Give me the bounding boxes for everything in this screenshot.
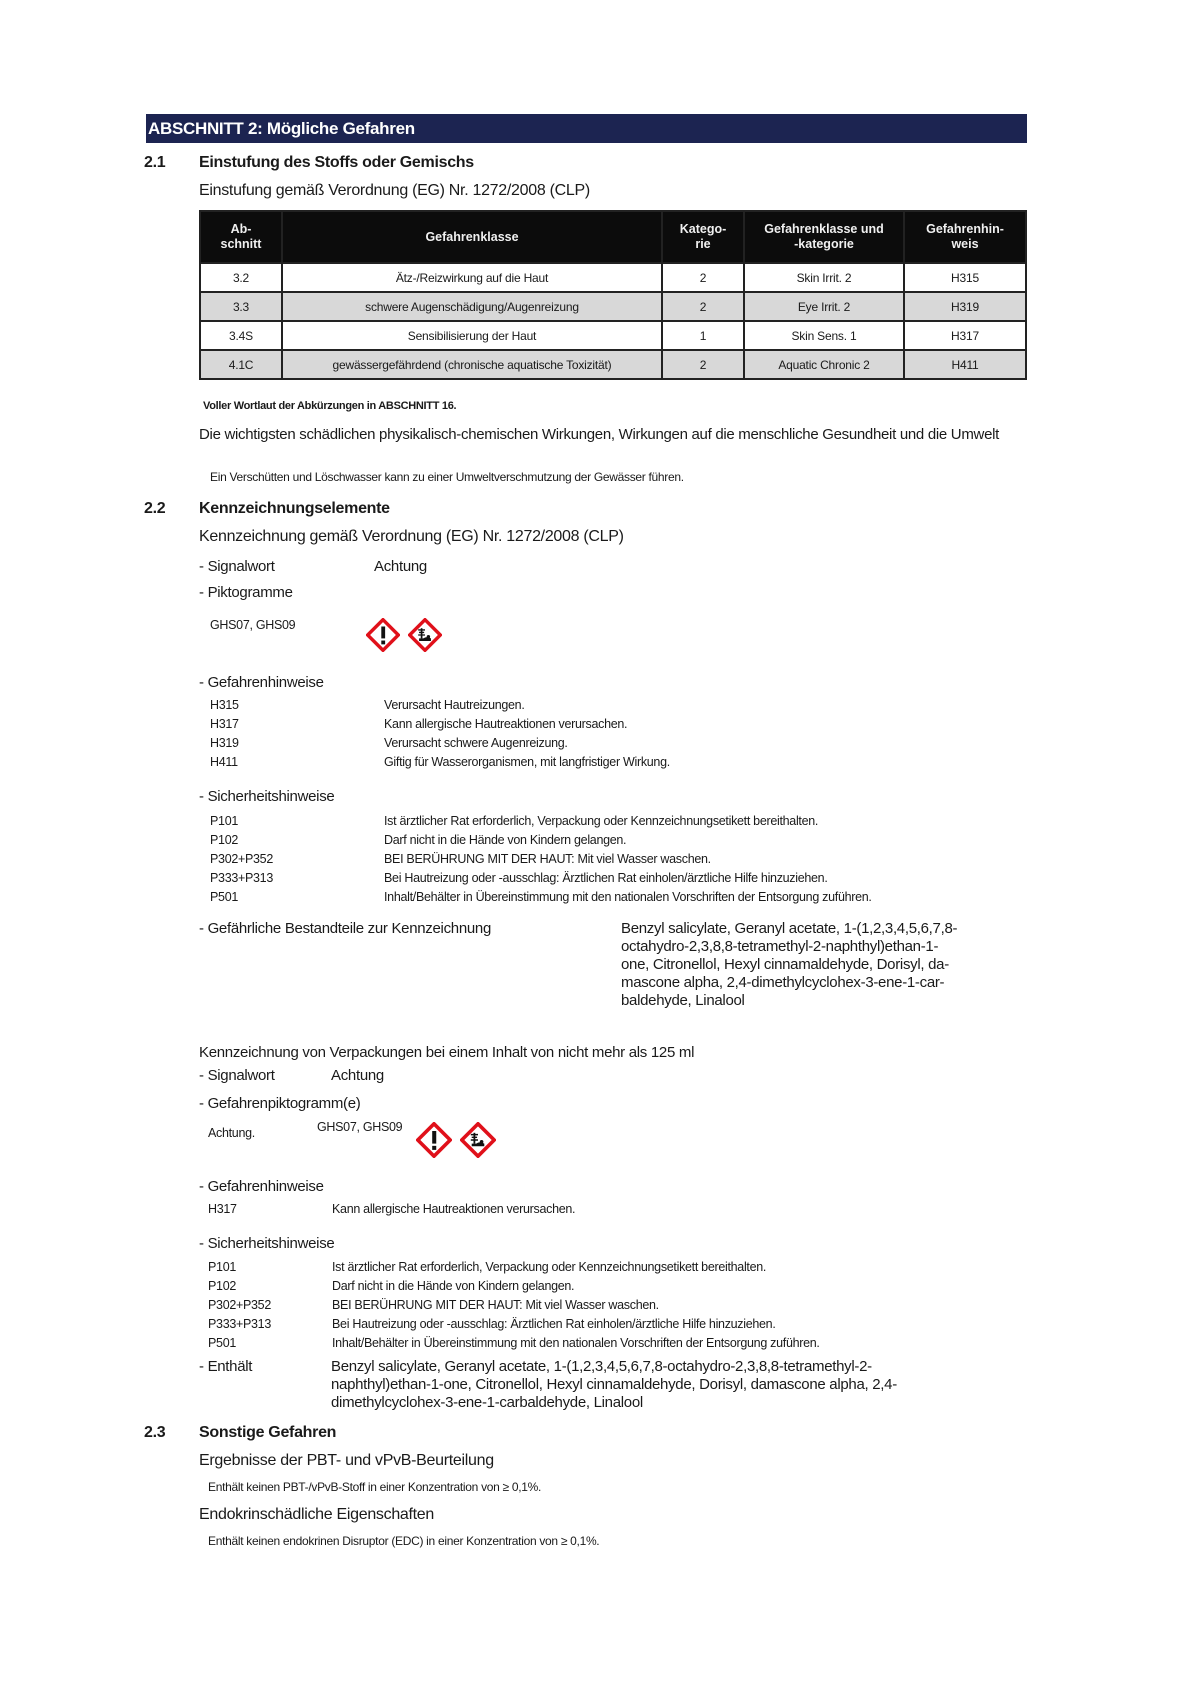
subsection-title-2-3: Sonstige Gefahren — [199, 1424, 337, 1441]
ingredients-line: Benzyl salicylate, Geranyl acetate, 1-(1,2,3,4,5,6,7,8- — [621, 920, 958, 937]
effects-text: Ein Verschütten und Löschwasser kann zu einer Umweltverschmutzung der Gewässer führen. — [210, 470, 684, 484]
precaution-text: BEI BERÜHRUNG MIT DER HAUT: Mit viel Wasser waschen. — [332, 1298, 659, 1312]
precaution-code: P333+P313 — [208, 1317, 271, 1331]
precaution-text: Inhalt/Behälter in Übereinstimmung mit den nationalen Vorschriften der Entsorgung zuführen. — [332, 1336, 820, 1350]
hazard-code: H319 — [210, 736, 239, 750]
precaution-text: Darf nicht in die Hände von Kindern gelangen. — [384, 833, 627, 847]
hazard-code: H317 — [208, 1202, 237, 1216]
abbreviation-footnote: Voller Wortlaut der Abkürzungen in ABSCHNITT 16. — [203, 400, 457, 412]
environment-icon — [408, 618, 442, 652]
precaution-code: P333+P313 — [210, 871, 273, 885]
precaution-text: Bei Hautreizung oder -ausschlag: Ärztlichen Rat einholen/ärztliche Hilfe hinzuziehen. — [384, 871, 828, 885]
precaution-code: P302+P352 — [208, 1298, 271, 1312]
small-pack-picto-codes: GHS07, GHS09 — [317, 1120, 403, 1134]
col-header-gefahrenklasse: Gefahrenklasse — [282, 211, 662, 263]
labelling-subtitle: Kennzeichnung gemäß Verordnung (EG) Nr. 1272/2008 (CLP) — [199, 528, 624, 545]
contains-line: dimethylcyclohex-3-ene-1-carbaldehyde, Linalool — [331, 1394, 643, 1411]
section-header: ABSCHNITT 2: Mögliche Gefahren — [146, 114, 1027, 143]
edc-title: Endokrinschädliche Eigenschaften — [199, 1506, 435, 1523]
cell-klasse-kategorie: Skin Sens. 1 — [744, 321, 904, 350]
col-header-abschnitt: Ab- schnitt — [200, 211, 282, 263]
cell-gefahrenklasse: Ätz-/Reizwirkung auf die Haut — [282, 263, 662, 292]
cell-gefahrenklasse: schwere Augenschädigung/Augenreizung — [282, 292, 662, 321]
hazard-code: H317 — [210, 717, 239, 731]
precautionary-statements-label: - Sicherheitshinweise — [199, 788, 335, 805]
precaution-code: P101 — [210, 814, 238, 828]
table-header-row — [200, 211, 1026, 263]
subsection-number-2-3: 2.3 — [144, 1424, 166, 1441]
col-header-kategorie: Katego- rie — [662, 211, 744, 263]
precaution-text: BEI BERÜHRUNG MIT DER HAUT: Mit viel Wasser waschen. — [384, 852, 711, 866]
cell-klasse-kategorie: Aquatic Chronic 2 — [744, 350, 904, 379]
precaution-text: Darf nicht in die Hände von Kindern gelangen. — [332, 1279, 575, 1293]
cell-kategorie: 1 — [662, 321, 744, 350]
small-pack-signal-label: - Signalwort — [199, 1067, 275, 1084]
hazard-code: H315 — [210, 698, 239, 712]
cell-kategorie: 2 — [662, 292, 744, 321]
subsection-number-2-1: 2.1 — [144, 154, 166, 171]
hazard-code: H411 — [210, 755, 238, 769]
table-row — [200, 321, 1026, 350]
signal-word-label: - Signalwort — [199, 558, 275, 575]
hazard-text: Giftig für Wasserorganismen, mit langfristiger Wirkung. — [384, 755, 670, 769]
classification-subtitle: Einstufung gemäß Verordnung (EG) Nr. 1272/2008 (CLP) — [199, 182, 590, 199]
small-pack-pictogram-label: - Gefahrenpiktogramm(e) — [199, 1095, 361, 1112]
hazard-text: Verursacht Hautreizungen. — [384, 698, 525, 712]
hazardous-ingredients-label: - Gefährliche Bestandteile zur Kennzeichnung — [199, 920, 491, 937]
cell-abschnitt: 3.2 — [200, 263, 282, 292]
precaution-text: Bei Hautreizung oder -ausschlag: Ärztlichen Rat einholen/ärztliche Hilfe hinzuziehen. — [332, 1317, 776, 1331]
small-pack-title: Kennzeichnung von Verpackungen bei einem Inhalt von nicht mehr als 125 ml — [199, 1044, 695, 1061]
cell-abschnitt: 3.3 — [200, 292, 282, 321]
cell-hinweis: H411 — [904, 350, 1026, 379]
table-row — [200, 292, 1026, 321]
hazard-text: Verursacht schwere Augenreizung. — [384, 736, 568, 750]
subsection-title-2-2: Kennzeichnungselemente — [199, 500, 390, 517]
cell-kategorie: 2 — [662, 263, 744, 292]
pbt-text: Enthält keinen PBT-/vPvB-Stoff in einer Konzentration von ≥ 0,1%. — [208, 1480, 542, 1494]
pictograms-label: - Piktogramme — [199, 584, 293, 601]
signal-word-value: Achtung — [374, 558, 427, 575]
hazard-statements-label: - Gefahrenhinweise — [199, 674, 324, 691]
exclamation-mark-icon — [366, 618, 400, 652]
cell-abschnitt: 4.1C — [200, 350, 282, 379]
ingredients-line: baldehyde, Linalool — [621, 992, 745, 1009]
small-pack-picto-signal: Achtung. — [208, 1126, 255, 1140]
cell-klasse-kategorie: Eye Irrit. 2 — [744, 292, 904, 321]
exclamation-mark-icon — [416, 1122, 452, 1158]
cell-hinweis: H315 — [904, 263, 1026, 292]
contains-line: naphthyl)ethan-1-one, Citronellol, Hexyl cinnamaldehyde, Dorisyl, damascone alpha, 2,4- — [331, 1376, 897, 1393]
contains-label: - Enthält — [199, 1358, 253, 1375]
precaution-text: Inhalt/Behälter in Übereinstimmung mit den nationalen Vorschriften der Entsorgung zuführen. — [384, 890, 872, 904]
small-pack-signal-value: Achtung — [331, 1067, 384, 1084]
cell-abschnitt: 3.4S — [200, 321, 282, 350]
precaution-code: P501 — [208, 1336, 236, 1350]
col-header-klasse-kategorie: Gefahrenklasse und -kategorie — [744, 211, 904, 263]
precaution-code: P102 — [208, 1279, 236, 1293]
precaution-code: P101 — [208, 1260, 236, 1274]
hazard-text: Kann allergische Hautreaktionen verursachen. — [384, 717, 628, 731]
classification-table — [199, 210, 1027, 380]
cell-klasse-kategorie: Skin Irrit. 2 — [744, 263, 904, 292]
ingredients-line: mascone alpha, 2,4-dimethylcyclohex-3-ene-1-car- — [621, 974, 945, 991]
small-pack-hazard-label: - Gefahrenhinweise — [199, 1178, 324, 1195]
pictogram-codes: GHS07, GHS09 — [210, 618, 296, 632]
effects-title: Die wichtigsten schädlichen physikalisch-chemischen Wirkungen, Wirkungen auf die menschliche Gesundheit und die Umwelt — [199, 426, 1000, 443]
precaution-text: Ist ärztlicher Rat erforderlich, Verpackung oder Kennzeichnungsetikett bereithalten. — [332, 1260, 767, 1274]
ingredients-line: octahydro-2,3,8,8-tetramethyl-2-naphthyl)ethan-1- — [621, 938, 939, 955]
table-row — [200, 350, 1026, 379]
cell-gefahrenklasse: gewässergefährdend (chronische aquatische Toxizität) — [282, 350, 662, 379]
col-header-hinweis: Gefahrenhin- weis — [904, 211, 1026, 263]
cell-kategorie: 2 — [662, 350, 744, 379]
pbt-title: Ergebnisse der PBT- und vPvB-Beurteilung — [199, 1452, 494, 1469]
environment-icon — [460, 1122, 496, 1158]
cell-hinweis: H317 — [904, 321, 1026, 350]
subsection-number-2-2: 2.2 — [144, 500, 166, 517]
table-row — [200, 263, 1026, 292]
small-pack-precaution-label: - Sicherheitshinweise — [199, 1235, 335, 1252]
contains-line: Benzyl salicylate, Geranyl acetate, 1-(1,2,3,4,5,6,7,8-octahydro-2,3,8,8-tetramethyl-2- — [331, 1358, 872, 1375]
subsection-title-2-1: Einstufung des Stoffs oder Gemischs — [199, 154, 474, 171]
edc-text: Enthält keinen endokrinen Disruptor (EDC) in einer Konzentration von ≥ 0,1%. — [208, 1534, 600, 1548]
precaution-code: P501 — [210, 890, 238, 904]
precaution-code: P302+P352 — [210, 852, 273, 866]
ingredients-line: one, Citronellol, Hexyl cinnamaldehyde, Dorisyl, da- — [621, 956, 949, 973]
precaution-text: Ist ärztlicher Rat erforderlich, Verpackung oder Kennzeichnungsetikett bereithalten. — [384, 814, 819, 828]
hazard-text: Kann allergische Hautreaktionen verursachen. — [332, 1202, 576, 1216]
cell-gefahrenklasse: Sensibilisierung der Haut — [282, 321, 662, 350]
cell-hinweis: H319 — [904, 292, 1026, 321]
precaution-code: P102 — [210, 833, 238, 847]
